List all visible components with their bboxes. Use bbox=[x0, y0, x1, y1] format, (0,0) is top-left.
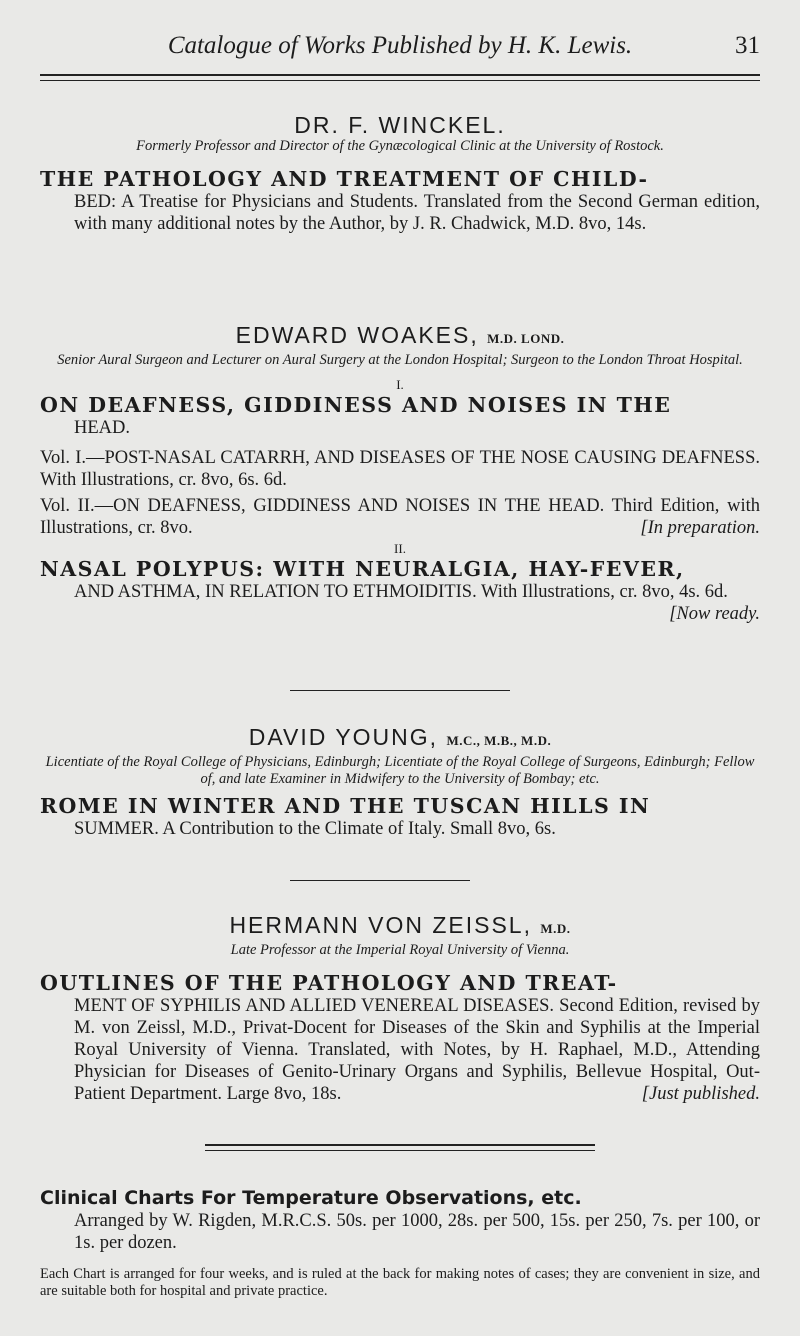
work-title: OUTLINES OF THE PATHOLOGY AND TREAT- bbox=[40, 971, 618, 995]
running-title: Catalogue of Works Published by H. K. Lewis. bbox=[167, 32, 633, 59]
work-description-text: AND ASTHMA, IN RELATION TO ETHMOIDITIS. With Illustrations, cr. 8vo, 4s. 6d. bbox=[74, 582, 728, 602]
work-description: SUMMER. A Contribution to the Climate of Italy. Small 8vo, 6s. bbox=[74, 819, 556, 839]
page-header bbox=[40, 30, 760, 70]
author-name: DR. F. WINCKEL. bbox=[294, 112, 506, 138]
work-title: Clinical Charts For Temperature Observations, etc. bbox=[40, 1187, 582, 1209]
entry-clinical-charts bbox=[40, 1186, 760, 1300]
header-rule bbox=[40, 74, 760, 81]
work-title-continued: HEAD. bbox=[74, 418, 131, 438]
author-affiliation: Licentiate of the Royal College of Physicians, Edinburgh; Licentiate of the Royal College of Surgeons, Edinburgh; Fellow of, and late Examiner in Midwifery to the University of Bombay; etc. bbox=[45, 754, 755, 787]
volume-text: Vol. II.—ON DEAFNESS, GIDDINESS AND NOISES IN THE HEAD. Third Edition, with Illustrations, cr. 8vo. bbox=[40, 496, 760, 538]
author-affiliation: Senior Aural Surgeon and Lecturer on Aural Surgery at the London Hospital; Surgeon to the London Throat Hospital. bbox=[57, 352, 743, 368]
work-title: ROME IN WINTER AND THE TUSCAN HILLS IN bbox=[40, 794, 651, 818]
entry-woakes bbox=[40, 322, 760, 625]
author-affiliation: Formerly Professor and Director of the Gynæcological Clinic at the University of Rostock. bbox=[136, 138, 664, 154]
work-description-text: MENT OF SYPHILIS AND ALLIED VENEREAL DISEASES. Second Edition, revised by M. von Zeissl, M.D., Privat-Docent for Diseases of the Skin and Syphilis at the Imperial Royal University of Vienna. Translated, with Notes, by H. Raphael, M.D., Attending Physician for Diseases of Genito-Urinary Organs and Syphilis, Bellevue Hospital, Out-Patient Department. Large 8vo, 18s. bbox=[74, 996, 760, 1104]
entry-young bbox=[40, 724, 760, 840]
page-number: 31 bbox=[735, 32, 760, 59]
publication-status: [Just published. bbox=[641, 1084, 760, 1104]
section-numeral: I. bbox=[396, 377, 404, 392]
author-name: DAVID YOUNG, bbox=[248, 724, 439, 750]
work-title: ON DEAFNESS, GIDDINESS AND NOISES IN THE bbox=[40, 393, 672, 417]
volume-entry: Vol. I.—POST-NASAL CATARRH, AND DISEASES OF THE NOSE CAUSING DEAFNESS. With Illustrations, cr. 8vo, 6s. 6d. bbox=[40, 448, 760, 490]
entry-winckel bbox=[40, 112, 760, 235]
author-degree: M.D. LOND. bbox=[487, 331, 565, 346]
author-name: HERMANN VON ZEISSL, bbox=[229, 912, 532, 938]
author-degree: M.D. bbox=[540, 921, 571, 936]
section-numeral: II. bbox=[394, 541, 406, 556]
publication-status: [In preparation. bbox=[640, 518, 760, 538]
work-description: BED: A Treatise for Physicians and Students. Translated from the Second German edition, with many additional notes by the Author, by J. R. Chadwick, M.D. 8vo, 14s. bbox=[74, 192, 760, 234]
work-title: NASAL POLYPUS: WITH NEURALGIA, HAY-FEVER, bbox=[40, 557, 685, 581]
entry-zeissl bbox=[40, 912, 760, 1105]
work-description bbox=[40, 995, 760, 1105]
publication-status: [Now ready. bbox=[669, 604, 760, 624]
volume-entry bbox=[40, 495, 760, 539]
section-divider-double bbox=[205, 1144, 595, 1151]
work-description bbox=[40, 581, 760, 624]
work-description: Arranged by W. Rigden, M.R.C.S. 50s. per 1000, 28s. per 500, 15s. per 250, 7s. per 100, or 1s. per dozen. bbox=[74, 1211, 760, 1253]
footnote: Each Chart is arranged for four weeks, and is ruled at the back for making notes of cases; they are convenient in size, and are suitable both for hospital and private practice. bbox=[40, 1266, 760, 1299]
work-title: THE PATHOLOGY AND TREATMENT OF CHILD- bbox=[40, 167, 649, 191]
author-name: EDWARD WOAKES, bbox=[235, 322, 479, 348]
author-degree: M.C., M.B., M.D. bbox=[446, 733, 552, 748]
section-divider bbox=[290, 880, 470, 881]
section-divider bbox=[290, 690, 510, 691]
author-affiliation: Late Professor at the Imperial Royal University of Vienna. bbox=[230, 942, 570, 958]
